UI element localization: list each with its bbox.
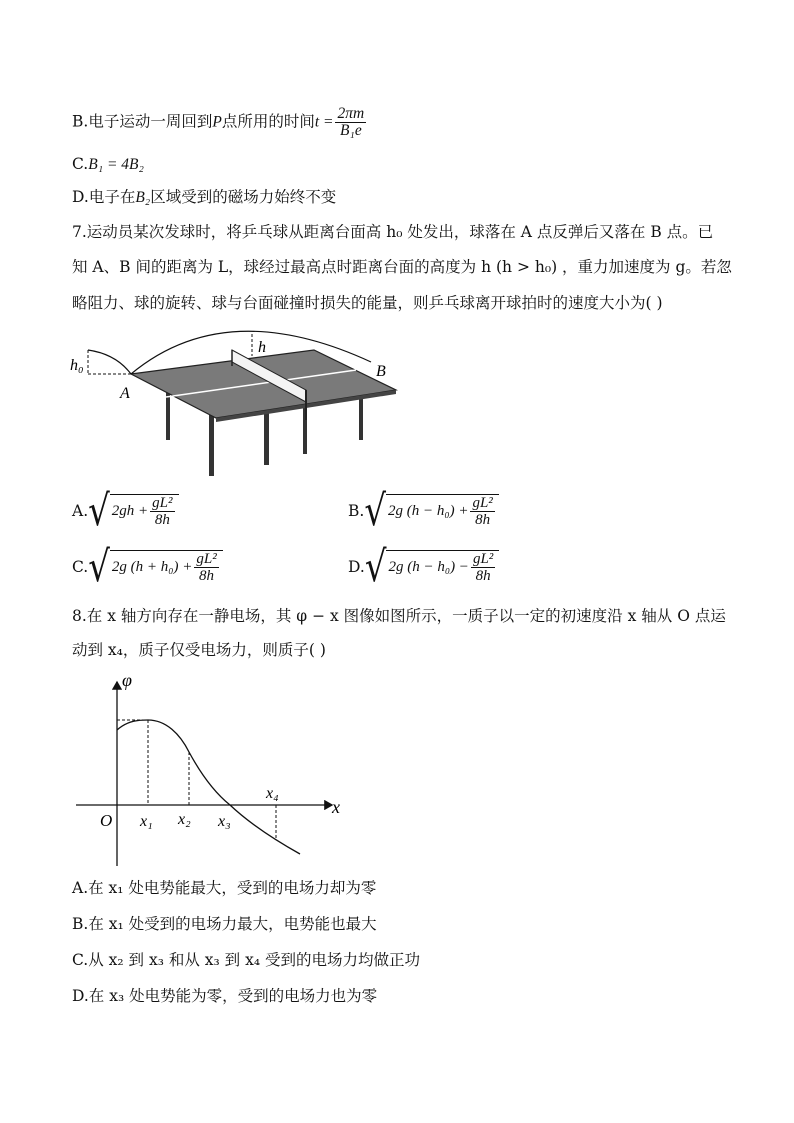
fraction-denominator: B₁e: [339, 122, 362, 139]
sqrt-expression: √ 2gh + $\frac{\text{gL²}}{8h}$: [88, 494, 178, 528]
fraction-denominator: 8h: [154, 512, 170, 528]
q7-option-a: [72, 486, 179, 536]
fraction-numerator: 2πm: [337, 105, 365, 122]
label-origin: O: [100, 811, 113, 830]
sqrt-expression: √ 2g (h + h₀) + $\frac{\text{gL²}}{8h}$: [88, 550, 222, 584]
fraction-denominator: 8h: [199, 568, 215, 584]
q8-option-a: A.在 x₁ 处电势能最大，受到的电场力却为零: [72, 879, 377, 897]
fraction-numerator: gL²: [196, 551, 217, 567]
fraction-numerator: gL²: [472, 551, 494, 567]
expression: 2gh +: [111, 503, 149, 519]
label-x3: x₃: [218, 813, 231, 830]
q8-option-b: B.在 x₁ 处受到的电场力最大，电势能也最大: [72, 915, 377, 933]
option-text: 点所用的时间: [221, 112, 315, 131]
fraction: [335, 106, 366, 139]
q6-option-d: [72, 187, 336, 208]
fraction-numerator: gL²: [472, 495, 493, 511]
label-x: x: [332, 797, 340, 817]
formula-lhs: t =: [314, 113, 334, 131]
option-text: 电子在: [88, 188, 136, 206]
point-label: P: [212, 113, 222, 131]
q7-stem-line-3: 略阻力、球的旋转、球与台面碰撞时损失的能量，则乒乓球离开球拍时的速度大小为( ): [72, 294, 663, 312]
label-h0: h₀: [70, 357, 84, 374]
label-x2: x₂: [178, 811, 191, 828]
sqrt-expression: √ 2g (h − h₀) + $\frac{\text{gL²}}{8h}$: [364, 494, 498, 528]
expression: 2g (h − h₀) −: [388, 559, 469, 575]
label-a: A: [120, 385, 130, 402]
label-phi: φ: [122, 670, 132, 690]
option-label: D.: [72, 188, 89, 206]
option-text: 电子运动一周回到: [88, 112, 213, 131]
formula: B₁ = 4B₂: [88, 156, 144, 173]
sqrt-expression: √ 2g (h − h₀) − $\frac{\text{gL²}}{8h}$: [365, 550, 499, 584]
option-text: 区域受到的磁场力始终不变: [150, 188, 337, 206]
q7-option-d: [348, 542, 499, 592]
fraction: [471, 551, 495, 584]
fraction: [194, 551, 218, 584]
fraction: [150, 495, 174, 528]
q7-option-b: [348, 486, 499, 536]
fraction-denominator: 8h: [475, 568, 491, 584]
expression: 2g (h + h₀) +: [111, 559, 193, 575]
option-label: C.: [72, 558, 89, 576]
fraction-numerator: gL²: [152, 495, 173, 511]
option-label: A.: [72, 502, 89, 520]
q8-stem-line-2: 动到 x₄，质子仅受电场力，则质子( ): [72, 641, 326, 659]
field-label: B₂: [135, 189, 151, 206]
label-h: h: [258, 339, 266, 356]
table-top: [131, 350, 396, 418]
q6-option-b: [72, 106, 368, 139]
label-b: B: [376, 363, 386, 380]
expression: 2g (h − h₀) +: [388, 503, 469, 519]
option-label: D.: [348, 558, 365, 576]
phi-x-graph: [70, 668, 350, 868]
option-label: C.: [72, 155, 89, 173]
q7-stem-line-1: 7.运动员某次发球时，将乒乓球从距离台面高 h₀ 处发出，球落在 A 点反弹后又落在 B 点。已: [72, 223, 714, 241]
q8-stem-line-1: 8.在 x 轴方向存在一静电场，其 φ − x 图像如图所示，一质子以一定的初速度沿 x 轴从 O 点运: [72, 607, 726, 625]
label-x4: x₄: [266, 785, 279, 802]
q8-option-d: D.在 x₃ 处电势能为零，受到的电场力也为零: [72, 987, 378, 1005]
option-label: B.: [348, 502, 365, 520]
fraction-denominator: 8h: [475, 512, 491, 528]
q7-stem-line-2: 知 A、B 间的距离为 L，球经过最高点时距离台面的高度为 h (h > h₀) ，重力加速度为 g。若忽: [72, 258, 732, 276]
fraction: [470, 495, 494, 528]
trajectory-serve: [88, 350, 131, 374]
q7-option-c: [72, 542, 223, 592]
q6-option-c: [72, 154, 144, 175]
option-label: B.: [72, 112, 89, 131]
label-x1: x₁: [140, 813, 153, 830]
ping-pong-table-figure: [66, 330, 406, 480]
q8-option-c: C.从 x₂ 到 x₃ 和从 x₃ 到 x₄ 受到的电场力均做正功: [72, 951, 420, 969]
